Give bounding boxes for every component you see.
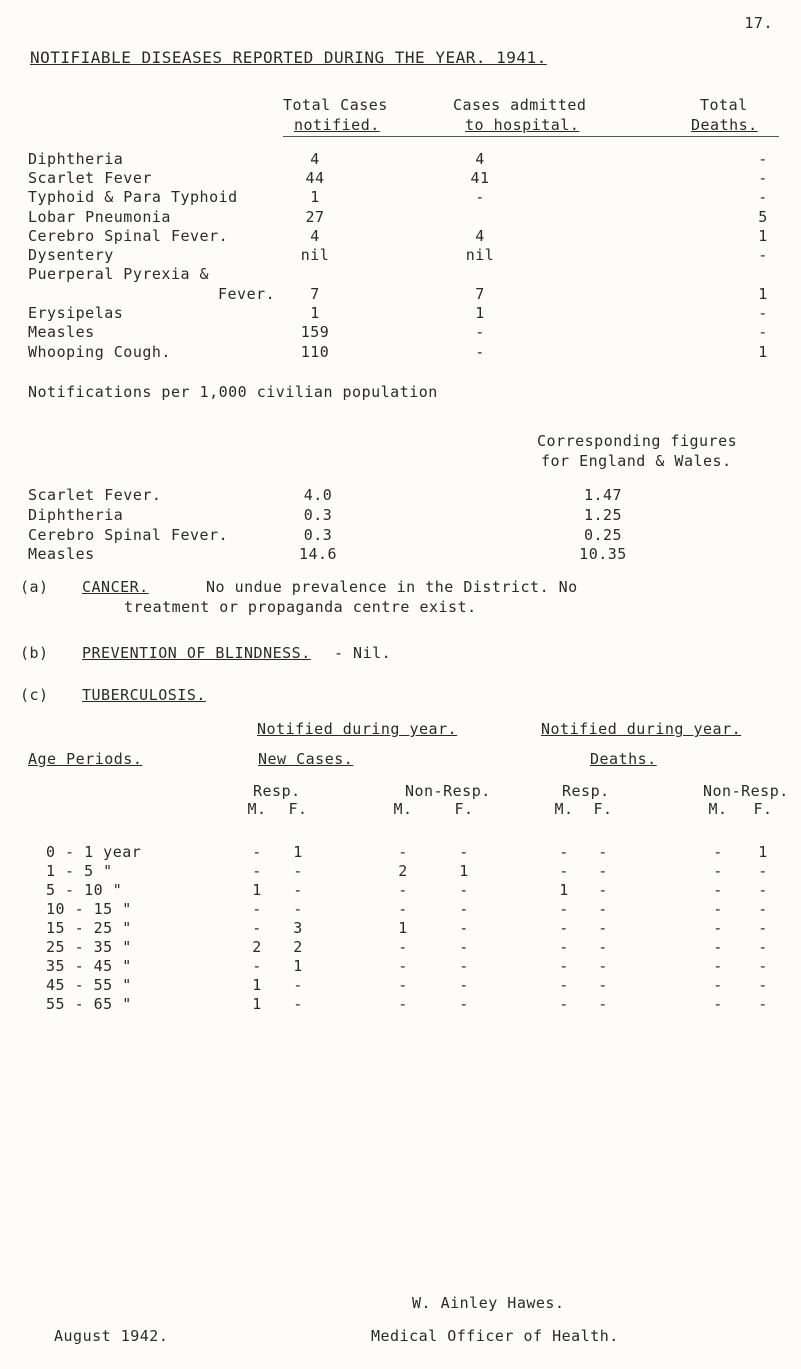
col-deaths-head: Total — [700, 96, 748, 114]
tb-title: TUBERCULOSIS. — [82, 686, 206, 704]
notified-count: 7 — [310, 285, 320, 303]
deaths-count: 1 — [758, 285, 768, 303]
notif-disease: Cerebro Spinal Fever. — [28, 526, 229, 544]
col-deaths-head-2: Deaths. — [691, 116, 758, 134]
corr-heading-2: for England & Wales. — [541, 452, 732, 470]
age-period: 5 - 10 " — [46, 881, 123, 899]
deaths-count: 1 — [758, 343, 768, 361]
notified-count: 110 — [300, 343, 330, 361]
tb-value: - — [598, 995, 608, 1013]
tb-value: 1 — [293, 957, 303, 975]
deaths-count: - — [758, 150, 768, 168]
tb-value: - — [598, 843, 608, 861]
tb-nonresp-2: Non-Resp. — [703, 782, 789, 800]
tb-value: - — [252, 919, 262, 937]
tb-value: 1 — [252, 881, 262, 899]
deaths-count: 5 — [758, 208, 768, 226]
disease-name: Diphtheria — [28, 150, 124, 168]
hospital-count: 1 — [475, 304, 485, 322]
hospital-count: 41 — [470, 169, 490, 187]
tb-value: - — [293, 862, 303, 880]
tb-age-heading: Age Periods. — [28, 750, 143, 768]
age-period: 1 - 5 " — [46, 862, 113, 880]
disease-name: Measles — [28, 323, 95, 341]
tb-value: - — [713, 862, 723, 880]
tb-value: - — [713, 843, 723, 861]
tb-deaths: Deaths. — [590, 750, 657, 768]
tb-value: - — [459, 881, 469, 899]
tb-value: - — [598, 900, 608, 918]
notif-ew-rate: 0.25 — [583, 526, 623, 544]
disease-name: Whooping Cough. — [28, 343, 171, 361]
notified-count: 159 — [300, 323, 330, 341]
signature-title: Medical Officer of Health. — [371, 1327, 619, 1345]
tb-value: - — [758, 976, 768, 994]
tb-value: - — [713, 900, 723, 918]
cancer-text-1: No undue prevalence in the District. No — [206, 578, 578, 596]
notif-ew-rate: 1.47 — [583, 486, 623, 504]
tb-value: - — [293, 900, 303, 918]
tb-value: - — [252, 862, 262, 880]
col-notified-head-2: notified. — [294, 116, 380, 134]
tb-value: - — [559, 995, 569, 1013]
tb-value: - — [758, 900, 768, 918]
tb-value: 2 — [398, 862, 408, 880]
age-period: 55 - 65 " — [46, 995, 132, 1013]
notified-count: 4 — [310, 227, 320, 245]
col-hospital-head-2: to hospital. — [465, 116, 580, 134]
tb-value: - — [758, 957, 768, 975]
tb-value: - — [293, 995, 303, 1013]
age-period: 10 - 15 " — [46, 900, 132, 918]
tb-value: - — [398, 900, 408, 918]
notifications-heading: Notifications per 1,000 civilian population — [28, 383, 438, 401]
tb-value: 1 — [252, 995, 262, 1013]
notified-count: 44 — [305, 169, 325, 187]
male-col-head: M. — [393, 800, 413, 818]
hospital-count: - — [475, 343, 485, 361]
tb-value: - — [559, 900, 569, 918]
tb-value: - — [252, 957, 262, 975]
disease-name: Erysipelas — [28, 304, 124, 322]
notif-disease: Measles — [28, 545, 95, 563]
tb-value: 1 — [459, 862, 469, 880]
notified-count: 1 — [310, 188, 320, 206]
cancer-title: CANCER. — [82, 578, 149, 596]
col-hospital-head: Cases admitted — [453, 96, 587, 114]
age-period: 0 - 1 year — [46, 843, 142, 861]
age-period: 45 - 55 " — [46, 976, 132, 994]
tb-value: - — [758, 881, 768, 899]
disease-name: Dysentery — [28, 246, 114, 264]
notif-disease: Diphtheria — [28, 506, 124, 524]
female-col-head: F. — [454, 800, 474, 818]
tb-value: - — [598, 957, 608, 975]
tb-value: - — [758, 919, 768, 937]
tb-value: - — [293, 976, 303, 994]
tb-value: - — [398, 938, 408, 956]
female-col-head: F. — [753, 800, 773, 818]
tb-value: - — [713, 938, 723, 956]
deaths-count: - — [758, 169, 768, 187]
signature-name: W. Ainley Hawes. — [412, 1294, 565, 1312]
tb-value: 2 — [293, 938, 303, 956]
disease-name: Puerperal Pyrexia & — [28, 265, 210, 283]
deaths-count: - — [758, 323, 768, 341]
notified-count: 4 — [310, 150, 320, 168]
deaths-count: - — [758, 304, 768, 322]
deaths-count: - — [758, 246, 768, 264]
tb-value: - — [398, 881, 408, 899]
tb-value: - — [459, 900, 469, 918]
notif-rate: 14.6 — [298, 545, 338, 563]
tb-value: - — [459, 995, 469, 1013]
tb-value: - — [398, 843, 408, 861]
deaths-count: - — [758, 188, 768, 206]
tb-value: - — [758, 995, 768, 1013]
tb-value: - — [559, 862, 569, 880]
tb-value: 2 — [252, 938, 262, 956]
male-col-head: M. — [247, 800, 267, 818]
cancer-text-2: treatment or propaganda centre exist. — [124, 598, 477, 616]
tb-value: - — [598, 919, 608, 937]
tb-value: - — [758, 862, 768, 880]
tb-value: - — [598, 862, 608, 880]
tb-value: - — [459, 976, 469, 994]
tb-value: - — [598, 881, 608, 899]
notif-ew-rate: 1.25 — [583, 506, 623, 524]
age-period: 15 - 25 " — [46, 919, 132, 937]
tb-value: - — [758, 938, 768, 956]
tb-value: 1 — [559, 881, 569, 899]
tb-value: 1 — [252, 976, 262, 994]
female-col-head: F. — [288, 800, 308, 818]
tb-value: - — [398, 957, 408, 975]
disease-name: Cerebro Spinal Fever. — [28, 227, 229, 245]
disease-name: Scarlet Fever — [28, 169, 152, 187]
tb-resp-1: Resp. — [253, 782, 301, 800]
tb-value: - — [598, 938, 608, 956]
tb-value: - — [459, 919, 469, 937]
tb-value: - — [293, 881, 303, 899]
age-period: 25 - 35 " — [46, 938, 132, 956]
notif-disease: Scarlet Fever. — [28, 486, 162, 504]
disease-name: Lobar Pneumonia — [28, 208, 171, 226]
tb-value: - — [252, 900, 262, 918]
prevention-label: (b) — [20, 644, 49, 662]
tb-value: - — [713, 957, 723, 975]
notified-count: 27 — [305, 208, 325, 226]
hospital-count: 4 — [475, 227, 485, 245]
cancer-label: (a) — [20, 578, 49, 596]
prevention-title: PREVENTION OF BLINDNESS. — [82, 644, 311, 662]
tb-new-cases: New Cases. — [258, 750, 354, 768]
tb-value: 1 — [398, 919, 408, 937]
tb-value: - — [713, 881, 723, 899]
notified-count: 1 — [310, 304, 320, 322]
notified-count: nil — [300, 246, 330, 264]
age-period: 35 - 45 " — [46, 957, 132, 975]
page-title: NOTIFIABLE DISEASES REPORTED DURING THE YEAR. 1941. — [30, 48, 547, 67]
tb-value: - — [713, 995, 723, 1013]
tb-value: 3 — [293, 919, 303, 937]
tb-value: - — [459, 843, 469, 861]
hospital-count: 4 — [475, 150, 485, 168]
tb-value: 1 — [758, 843, 768, 861]
tb-value: - — [559, 919, 569, 937]
tb-value: - — [598, 976, 608, 994]
deaths-count: 1 — [758, 227, 768, 245]
tb-resp-2: Resp. — [562, 782, 610, 800]
tb-value: - — [398, 995, 408, 1013]
female-col-head: F. — [593, 800, 613, 818]
col-notified-head: Total Cases — [283, 96, 388, 114]
hospital-count: 7 — [475, 285, 485, 303]
tb-value: - — [459, 957, 469, 975]
tb-label: (c) — [20, 686, 49, 704]
notif-ew-rate: 10.35 — [579, 545, 627, 563]
tb-nonresp-1: Non-Resp. — [405, 782, 491, 800]
corr-heading-1: Corresponding figures — [537, 432, 738, 450]
hospital-count: nil — [465, 246, 495, 264]
disease-name: Typhoid & Para Typhoid — [28, 188, 238, 206]
tb-value: - — [459, 938, 469, 956]
hospital-count: - — [475, 323, 485, 341]
male-col-head: M. — [708, 800, 728, 818]
prevention-value: - Nil. — [334, 644, 392, 662]
disease-name: Fever. — [218, 285, 276, 303]
notif-rate: 0.3 — [303, 526, 333, 544]
male-col-head: M. — [554, 800, 574, 818]
notif-rate: 4.0 — [303, 486, 333, 504]
tb-value: - — [713, 976, 723, 994]
tb-value: - — [252, 843, 262, 861]
notif-rate: 0.3 — [303, 506, 333, 524]
hospital-count: - — [475, 188, 485, 206]
tb-value: - — [559, 843, 569, 861]
page-number: 17. — [744, 14, 773, 32]
tb-value: - — [559, 938, 569, 956]
tb-deaths-notified-heading: Notified during year. — [541, 720, 742, 738]
tb-notified-heading: Notified during year. — [257, 720, 458, 738]
tb-value: - — [398, 976, 408, 994]
report-date: August 1942. — [54, 1327, 169, 1345]
tb-value: - — [713, 919, 723, 937]
header-rule — [283, 136, 779, 137]
tb-value: - — [559, 976, 569, 994]
tb-value: - — [559, 957, 569, 975]
tb-value: 1 — [293, 843, 303, 861]
